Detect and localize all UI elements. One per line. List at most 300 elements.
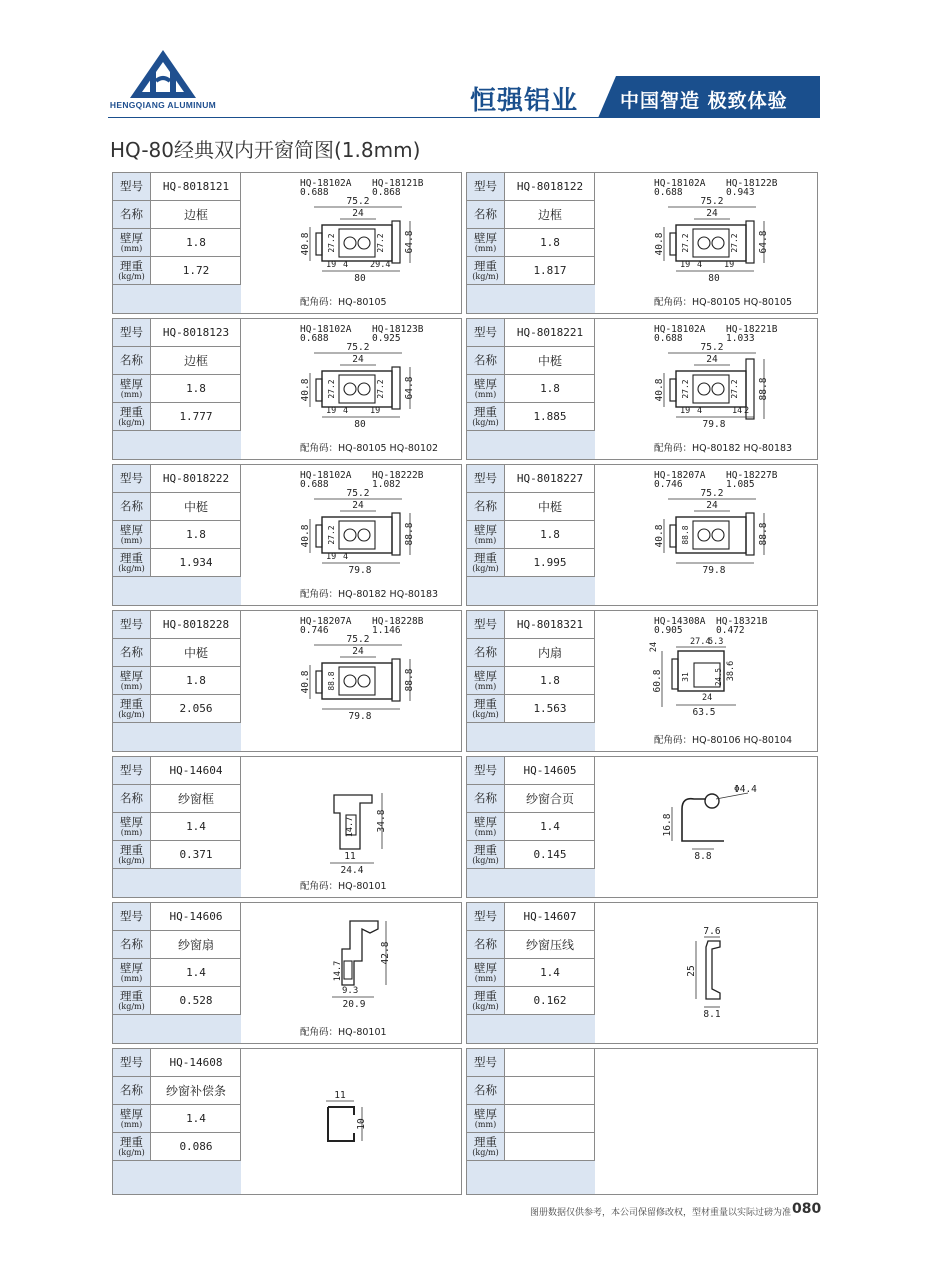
spec-row-name [113, 201, 241, 229]
spec-value-thickness: 1.4 [540, 820, 560, 833]
part-code-a: HQ-18102A [300, 178, 352, 189]
profile-lip [316, 671, 322, 693]
spec-value-weight: 1.563 [533, 702, 567, 715]
part-code-b: HQ-18122B [726, 178, 778, 189]
spec-spacer [467, 1161, 595, 1194]
profile-drawing [596, 611, 817, 751]
dim-left-height: 60.8 [652, 669, 663, 693]
profile-core [698, 529, 710, 541]
profile-drawing [242, 173, 461, 313]
dim-chamber-width: 24 [706, 208, 718, 219]
part-weight-a: 0.746 [300, 625, 329, 636]
spec-label-text: 型号 [474, 1055, 497, 1069]
dim-overall-depth: 80 [354, 419, 366, 430]
spec-unit-text: (mm) [120, 1119, 143, 1129]
dim-inner-b: 27.2 [730, 233, 739, 253]
dim-bottom-c: 29.4 [370, 260, 391, 270]
spec-label-text: 理重 [474, 988, 497, 1003]
spec-label-name [113, 1077, 151, 1104]
spec-row-model [467, 465, 595, 493]
dim-bottom-a: 24 [702, 693, 713, 703]
spec-row-thickness [467, 959, 595, 987]
profile-drawing [596, 757, 817, 897]
spec-value-weight: 1.885 [533, 410, 567, 423]
part-weight-a: 0.905 [654, 625, 683, 636]
spec-row-thickness [113, 813, 241, 841]
profile-drawing [596, 465, 817, 605]
spec-row-name [467, 931, 595, 959]
spec-label-text: 名称 [474, 645, 497, 659]
company-logo [108, 48, 218, 110]
spec-label-model [113, 1049, 151, 1076]
part-code-a: HQ-18102A [300, 470, 352, 481]
spec-spacer [467, 285, 595, 313]
spec-label-text: 理重 [120, 550, 143, 565]
profile-core [344, 529, 356, 541]
profile-cross-section [596, 757, 818, 897]
part-code-b: HQ-18222B [372, 470, 424, 481]
spec-table [467, 319, 595, 459]
spec-label-weight [113, 403, 151, 430]
spec-row-model [113, 173, 241, 201]
dim-inner-a: 88.8 [681, 525, 690, 545]
spec-label-text: 名称 [474, 791, 497, 805]
spec-value-name: 中梃 [183, 500, 208, 514]
spec-row-thickness [467, 521, 595, 549]
spec-label-name [113, 639, 151, 666]
profile-core [358, 237, 370, 249]
spec-label-weight [467, 987, 505, 1014]
spec-label-text: 型号 [120, 909, 143, 923]
part-weight-a: 0.688 [300, 187, 329, 198]
dim-overall-depth: 80 [354, 273, 366, 284]
dim-left-height: 40.8 [300, 670, 311, 694]
dim-inner: 14.7 [345, 816, 355, 838]
spec-value-weight: 0.371 [179, 848, 213, 861]
dim-height: 34.8 [376, 809, 387, 833]
spec-row-name [467, 347, 595, 375]
spec-value-model: HQ-8018123 [162, 326, 230, 339]
part-weight-a: 0.746 [654, 479, 683, 490]
part-code-a: HQ-18207A [654, 470, 706, 481]
spec-table [113, 611, 241, 751]
dim-left-height: 40.8 [300, 232, 311, 256]
dim-chamber-width: 24 [352, 208, 364, 219]
dim-inner-b: 27.2 [376, 233, 385, 253]
spec-label-text: 壁厚 [474, 376, 497, 391]
spec-row-thickness [113, 1105, 241, 1133]
spec-unit-text: (mm) [120, 973, 143, 983]
profile-core [698, 237, 710, 249]
spec-value-model: HQ-8018222 [162, 472, 230, 485]
spec-table [467, 757, 595, 897]
dim-overall-width: 75.2 [700, 488, 724, 499]
spec-label-text: 名称 [474, 937, 497, 951]
spec-label-name [113, 785, 151, 812]
spec-spacer [467, 723, 595, 751]
spec-label-model [113, 173, 151, 200]
profile-core [698, 383, 710, 395]
spec-label-weight [113, 1133, 151, 1160]
spec-value-weight: 1.72 [182, 264, 210, 277]
spec-unit-text: (mm) [474, 243, 497, 253]
spec-label-text: 型号 [120, 763, 143, 777]
spec-row-model [467, 319, 595, 347]
spec-label-text: 理重 [120, 988, 143, 1003]
spec-value-thickness: 1.4 [186, 820, 206, 833]
spec-label-text: 壁厚 [120, 230, 143, 245]
spec-spacer [467, 431, 595, 459]
spec-label-thickness [467, 813, 505, 840]
profile-core [712, 237, 724, 249]
spec-label-text: 名称 [474, 1083, 497, 1097]
part-weight-b: 1.033 [726, 333, 755, 344]
spec-label-text: 名称 [474, 499, 497, 513]
header-divider [108, 117, 820, 118]
spec-spacer [467, 577, 595, 605]
spec-value-model: HQ-14607 [523, 910, 577, 923]
spec-row-name [467, 201, 595, 229]
spec-spacer [113, 869, 241, 897]
spec-value-model: HQ-8018122 [516, 180, 584, 193]
dim-inner-a: 27.2 [681, 233, 690, 253]
spec-row-name [467, 785, 595, 813]
spec-value-model: HQ-14608 [169, 1056, 223, 1069]
spec-label-text: 型号 [474, 179, 497, 193]
profile-lip [316, 525, 322, 547]
dim-bottom-a: 19 [326, 552, 337, 562]
spec-label-text: 型号 [474, 763, 497, 777]
spec-row-weight [113, 987, 241, 1015]
profile-flange [392, 367, 400, 409]
profile-card [466, 1048, 818, 1195]
spec-label-name [467, 1077, 505, 1104]
spec-row-model [113, 757, 241, 785]
spec-value-model: HQ-14605 [523, 764, 577, 777]
dim-width: 24.4 [340, 865, 364, 876]
corner-code: 配角码：HQ-80106 HQ-80104 [654, 735, 793, 746]
spec-label-name [467, 785, 505, 812]
spec-row-model [467, 611, 595, 639]
spec-row-weight [113, 549, 241, 577]
spec-value-thickness: 1.8 [186, 382, 206, 395]
spec-value-model: HQ-8018121 [162, 180, 230, 193]
spec-value-name [505, 1077, 595, 1104]
spec-label-thickness [113, 375, 151, 402]
spec-label-text: 型号 [474, 617, 497, 631]
dim-right-height: 64.8 [404, 376, 415, 400]
spec-label-weight [467, 841, 505, 868]
spec-row-model [113, 465, 241, 493]
spec-label-model [113, 903, 151, 930]
spec-spacer [113, 577, 241, 605]
dim-height: 16.8 [662, 813, 673, 837]
spec-row-thickness [113, 375, 241, 403]
profile-card [112, 756, 462, 898]
spec-label-weight [467, 695, 505, 722]
dim-right-height: 88.8 [758, 377, 769, 401]
spec-row-model [467, 903, 595, 931]
part-code-b: HQ-18227B [726, 470, 778, 481]
spec-spacer [113, 1161, 241, 1194]
dim-left-height: 40.8 [654, 232, 665, 256]
dim-overall-depth: 79.8 [702, 419, 726, 430]
spec-value-name: 纱窗合页 [525, 792, 574, 806]
spec-label-model [113, 757, 151, 784]
page-number: 080 [792, 1201, 822, 1217]
dim-bottom-c: 19 [724, 260, 735, 270]
profile-drawing [242, 611, 461, 751]
profile-card [112, 902, 462, 1044]
profile-cross-section [242, 903, 462, 1043]
dim-bottom-c: 14 [732, 406, 743, 416]
spec-label-text: 壁厚 [474, 522, 497, 537]
spec-value-model [505, 1049, 595, 1076]
dim-left-height: 40.8 [300, 524, 311, 548]
spec-value-thickness: 1.8 [540, 674, 560, 687]
spec-label-text: 壁厚 [474, 960, 497, 975]
dim-chamber-width: 24 [352, 354, 364, 365]
spec-label-text: 壁厚 [120, 1106, 143, 1121]
spec-value-thickness: 1.8 [540, 528, 560, 541]
spec-label-model [467, 1049, 505, 1076]
part-code-a: HQ-18102A [654, 324, 706, 335]
spec-label-model [467, 465, 505, 492]
spec-label-text: 名称 [120, 207, 143, 221]
part-weight-b: 1.082 [372, 479, 401, 490]
profile-core [358, 675, 370, 687]
part-weight-b: 1.085 [726, 479, 755, 490]
spec-label-text: 理重 [474, 550, 497, 565]
spec-value-name: 纱窗扇 [177, 938, 214, 952]
dim-right-height: 64.8 [404, 230, 415, 254]
spec-label-text: 壁厚 [120, 376, 143, 391]
spec-unit-text: (mm) [120, 681, 143, 691]
profile-card [112, 318, 462, 460]
spec-unit-text: (kg/m) [472, 1147, 499, 1157]
dim-bottom-b: 4 [697, 406, 703, 416]
profile-cross-section [242, 1049, 462, 1194]
dim-bottom-c: 19 [370, 406, 381, 416]
spec-value-thickness: 1.4 [186, 966, 206, 979]
profile-lip [670, 233, 676, 255]
spec-label-text: 型号 [474, 471, 497, 485]
spec-value-model: HQ-14606 [169, 910, 223, 923]
spec-unit-text: (mm) [120, 827, 143, 837]
brand-name: 恒强铝业 [470, 86, 579, 116]
spec-row-weight [113, 403, 241, 431]
spec-table [113, 319, 241, 459]
dim-bottom-b: 4 [343, 552, 349, 562]
spec-spacer [467, 1015, 595, 1043]
profile-grid [112, 172, 818, 1195]
profile-cross-section [242, 611, 462, 751]
spec-value-weight: 1.934 [179, 556, 213, 569]
profile-card [112, 1048, 462, 1195]
spec-spacer [113, 723, 241, 751]
spec-label-text: 型号 [474, 325, 497, 339]
spec-label-text: 名称 [120, 645, 143, 659]
spec-label-name [467, 201, 505, 228]
spec-row-weight [467, 841, 595, 869]
spec-label-text: 理重 [120, 696, 143, 711]
spec-row-weight [113, 1133, 241, 1161]
spec-label-thickness [467, 375, 505, 402]
spec-label-thickness [113, 521, 151, 548]
spec-row-thickness [467, 375, 595, 403]
corner-code: 配角码：HQ-80182 HQ-80183 [654, 443, 793, 454]
spec-value-name: 边框 [183, 208, 208, 222]
spec-label-text: 名称 [120, 791, 143, 805]
profile-outline [342, 921, 378, 985]
profile-core [712, 383, 724, 395]
dim-right: 38.6 [726, 660, 736, 682]
spec-spacer [113, 1015, 241, 1043]
spec-value-weight: 0.162 [533, 994, 567, 1007]
spec-value-name: 边框 [183, 354, 208, 368]
spec-label-weight [467, 403, 505, 430]
spec-label-text: 名称 [120, 499, 143, 513]
profile-cross-section [596, 903, 818, 1043]
spec-label-text: 名称 [474, 353, 497, 367]
spec-value-model: HQ-8018228 [162, 618, 230, 631]
profile-chamber [344, 961, 352, 979]
spec-label-thickness [467, 521, 505, 548]
spec-label-model [467, 757, 505, 784]
spec-unit-text: (mm) [474, 681, 497, 691]
slogan-text: 中国智造 极致体验 [620, 90, 788, 112]
dim-overall-width: 75.2 [346, 488, 370, 499]
dim-right-height: 88.8 [758, 522, 769, 546]
corner-code: 配角码：HQ-80182 HQ-80183 [300, 589, 439, 600]
spec-label-model [467, 611, 505, 638]
profile-lip [316, 379, 322, 401]
spec-spacer [113, 285, 241, 313]
spec-row-name [113, 347, 241, 375]
profile-cross-section [596, 611, 818, 751]
spec-value-thickness: 1.8 [186, 528, 206, 541]
spec-label-thickness [113, 1105, 151, 1132]
spec-label-text: 名称 [120, 1083, 143, 1097]
spec-label-thickness [113, 959, 151, 986]
spec-row-thickness [113, 667, 241, 695]
dim-bottom-a: 19 [326, 406, 337, 416]
spec-value-thickness: 1.4 [186, 1112, 206, 1125]
spec-value-weight: 0.145 [533, 848, 567, 861]
spec-label-thickness [113, 667, 151, 694]
dim-bottom-d: 2 [744, 406, 750, 416]
spec-label-model [113, 319, 151, 346]
dim-bottom-width: 8.1 [703, 1009, 721, 1020]
spec-value-thickness: 1.8 [540, 382, 560, 395]
spec-row-name [113, 1077, 241, 1105]
dim-bottom-a: 19 [680, 260, 691, 270]
spec-row-model [113, 319, 241, 347]
spec-table [467, 903, 595, 1043]
spec-unit-text: (mm) [474, 389, 497, 399]
spec-value-model: HQ-8018221 [516, 326, 584, 339]
spec-label-weight [113, 695, 151, 722]
spec-label-thickness [467, 229, 505, 256]
dim-inner-width: 11 [344, 851, 356, 862]
profile-cross-section [242, 465, 462, 605]
spec-row-thickness [113, 229, 241, 257]
dim-height: 42.8 [380, 941, 391, 965]
corner-code: 配角码：HQ-80101 [300, 1027, 387, 1038]
profile-flange [746, 221, 754, 263]
spec-table [113, 465, 241, 605]
spec-label-model [113, 465, 151, 492]
profile-cross-section [596, 173, 818, 313]
corner-code: 配角码：HQ-80105 HQ-80102 [300, 443, 439, 454]
spec-label-model [467, 173, 505, 200]
part-weight-a: 0.688 [300, 333, 329, 344]
spec-unit-text: (mm) [474, 535, 497, 545]
logo-mark-icon [128, 48, 198, 100]
dim-overall: 63.5 [692, 707, 716, 718]
profile-card [466, 318, 818, 460]
part-weight-a: 0.688 [654, 333, 683, 344]
profile-card [112, 610, 462, 752]
spec-label-text: 型号 [120, 1055, 143, 1069]
spec-label-text: 理重 [474, 1134, 497, 1149]
spec-label-text: 理重 [120, 258, 143, 273]
dim-bottom-b: 4 [343, 406, 349, 416]
spec-label-text: 理重 [474, 842, 497, 857]
spec-unit-text: (kg/m) [118, 1147, 145, 1157]
dim-top-width: 7.6 [703, 926, 721, 937]
dim-inner-width: 9.3 [342, 986, 359, 996]
spec-row-thickness [467, 813, 595, 841]
dim-chamber-width: 24 [352, 646, 364, 657]
profile-core [344, 675, 356, 687]
profile-drawing [596, 319, 817, 459]
spec-value-model: HQ-14604 [169, 764, 223, 777]
spec-label-model [113, 611, 151, 638]
dim-bottom-b: 4 [343, 260, 349, 270]
profile-core [344, 383, 356, 395]
spec-value-name: 边框 [537, 208, 562, 222]
spec-unit-text: (kg/m) [472, 1001, 499, 1011]
spec-value-weight: 2.056 [179, 702, 213, 715]
spec-unit-text: (kg/m) [118, 1001, 145, 1011]
corner-code: 配角码：HQ-80101 [300, 881, 387, 892]
spec-label-name [113, 493, 151, 520]
profile-drawing [242, 757, 461, 897]
profile-core [358, 529, 370, 541]
spec-unit-text: (kg/m) [472, 417, 499, 427]
profile-lip [672, 659, 678, 689]
spec-row-thickness [113, 959, 241, 987]
corner-code: 配角码：HQ-80105 HQ-80105 [654, 297, 793, 308]
dim-right-height: 88.8 [404, 522, 415, 546]
profile-cross-section [242, 757, 462, 897]
dim-overall-depth: 79.8 [702, 565, 726, 576]
spec-unit-text: (mm) [120, 389, 143, 399]
spec-label-thickness [113, 813, 151, 840]
profile-drawing [596, 903, 817, 1043]
spec-row-model [467, 173, 595, 201]
dim-left-height: 40.8 [654, 524, 665, 548]
dim-overall-width: 75.2 [346, 342, 370, 353]
spec-label-thickness [467, 667, 505, 694]
spec-unit-text: (kg/m) [118, 417, 145, 427]
profile-cross-section [596, 319, 818, 459]
part-weight-a: 0.688 [654, 187, 683, 198]
part-code-b: HQ-18121B [372, 178, 424, 189]
spec-unit-text: (mm) [120, 535, 143, 545]
spec-label-name [113, 347, 151, 374]
